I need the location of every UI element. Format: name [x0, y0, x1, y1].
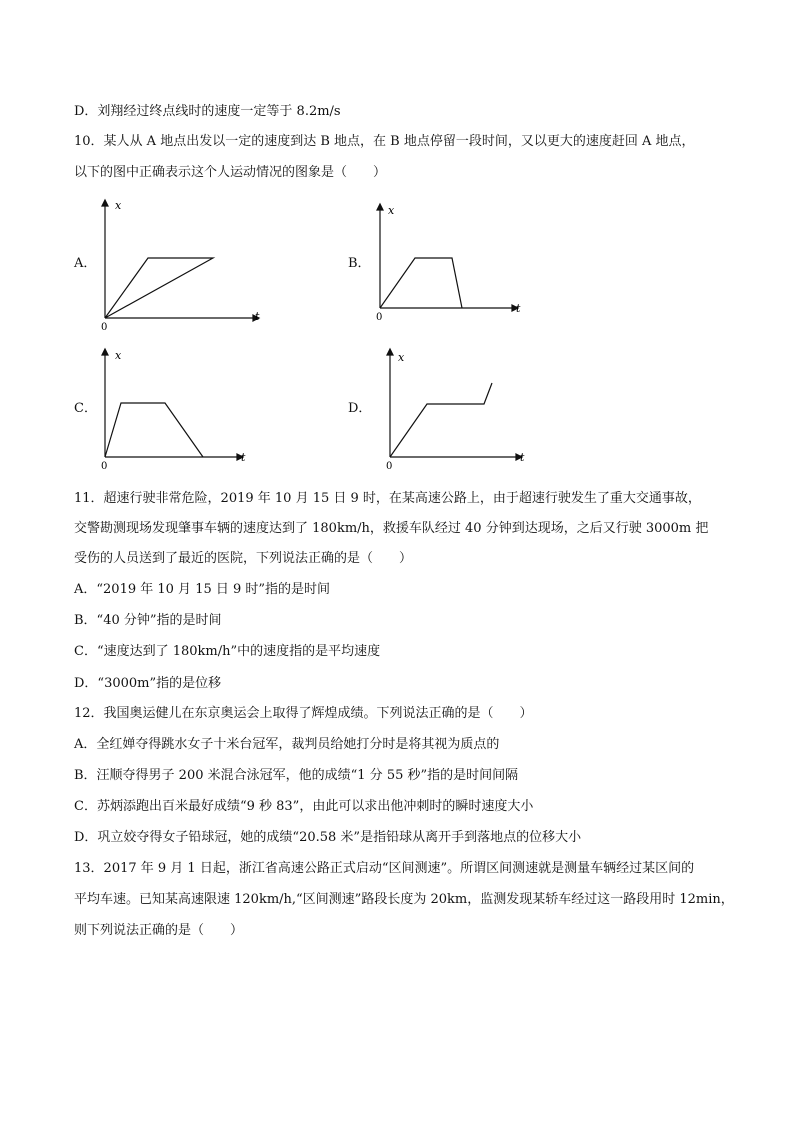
graph-c-origin: 0: [101, 461, 108, 472]
q11-option-d: D．“3000m”指的是位移: [74, 676, 222, 691]
q12-stem: 12．我国奥运健儿在东京奥运会上取得了辉煌成绩。下列说法正确的是（ ）: [74, 706, 533, 721]
graph-d-x-arrow: [387, 349, 393, 355]
graph-a: [95, 198, 265, 333]
graph-c: [95, 343, 265, 478]
graph-d-curve: [390, 383, 492, 457]
graph-b-x-arrow: [377, 204, 383, 210]
graph-b-label: B．: [348, 256, 371, 271]
q12-option-a: A．全红婵夺得跳水女子十米台冠军，裁判员给她打分时是将其视为质点的: [74, 737, 500, 752]
q12-option-d: D．巩立姣夺得女子铅球冠，她的成绩“20.58 米”是指铅球从离开手到落地点的位移大小: [74, 830, 582, 845]
graph-c-y-label: x: [115, 349, 122, 362]
q11-stem-line2: 交警勘测现场发现肇事车辆的速度达到了 180km/h，救援车队经过 40 分钟到达现场，之后又行驶 3000m 把: [74, 521, 709, 536]
graph-a-t-label: t: [255, 310, 260, 323]
graph-a-label: A．: [74, 256, 97, 271]
q12-option-c: C．苏炳添跑出百米最好成绩“9 秒 83”，由此可以求出他冲刺时的瞬时速度大小: [74, 799, 534, 814]
q13-stem-line1: 13．2017 年 9 月 1 日起，浙江省高速公路正式启动“区间测速”。所谓区间测速就是测量车辆经过某区间的: [74, 861, 695, 876]
graph-b-y-label: x: [388, 204, 395, 217]
graph-c-curve: [105, 403, 203, 457]
graph-b-origin: 0: [376, 312, 383, 323]
q11-option-b: B．“40 分钟”指的是时间: [74, 613, 222, 628]
graph-b-t-label: t: [516, 302, 521, 315]
graph-d-y-label: x: [398, 351, 405, 364]
q10-stem-line1: 10．某人从 A 地点出发以一定的速度到达 B 地点，在 B 地点停留一段时间，又以更大的速度赶回 A 地点，: [74, 134, 695, 149]
graph-b: [370, 198, 540, 333]
graph-b-curve: [380, 258, 462, 308]
graph-c-label: C．: [74, 401, 97, 416]
q9-option-d: D．刘翔经过终点线时的速度一定等于 8.2m/s: [74, 104, 341, 119]
graph-d-label: D．: [348, 401, 372, 416]
q10-stem-line2: 以下的图中正确表示这个人运动情况的图象是（ ）: [74, 165, 387, 180]
q13-stem-line2: 平均车速。已知某高速限速 120km/h,“区间测速”路段长度为 20km，监测发现某轿车经过这一路段用时 12min，: [74, 892, 734, 907]
q11-stem-line3: 受伤的人员送到了最近的医院，下列说法正确的是（ ）: [74, 551, 413, 566]
q11-option-a: A．“2019 年 10 月 15 日 9 时”指的是时间: [74, 582, 331, 597]
graph-d-t-label: t: [520, 451, 525, 464]
graph-d-origin: 0: [386, 461, 393, 472]
graph-d: [380, 343, 550, 478]
q11-stem-line1: 11．超速行驶非常危险，2019 年 10 月 15 日 9 时，在某高速公路上，由于超速行驶发生了重大交通事故，: [74, 491, 701, 506]
graph-c-x-arrow: [102, 349, 108, 355]
graph-a-x-arrow: [102, 200, 108, 206]
graph-a-origin: 0: [101, 322, 108, 333]
graph-a-y-label: x: [115, 199, 122, 212]
graph-a-curve: [105, 258, 213, 318]
q13-stem-line3: 则下列说法正确的是（ ）: [74, 923, 244, 938]
graph-c-t-label: t: [241, 451, 246, 464]
q12-option-b: B．汪顺夺得男子 200 米混合泳冠军，他的成绩“1 分 55 秒”指的是时间间隔: [74, 768, 519, 783]
q11-option-c: C．“速度达到了 180km/h”中的速度指的是平均速度: [74, 644, 381, 659]
